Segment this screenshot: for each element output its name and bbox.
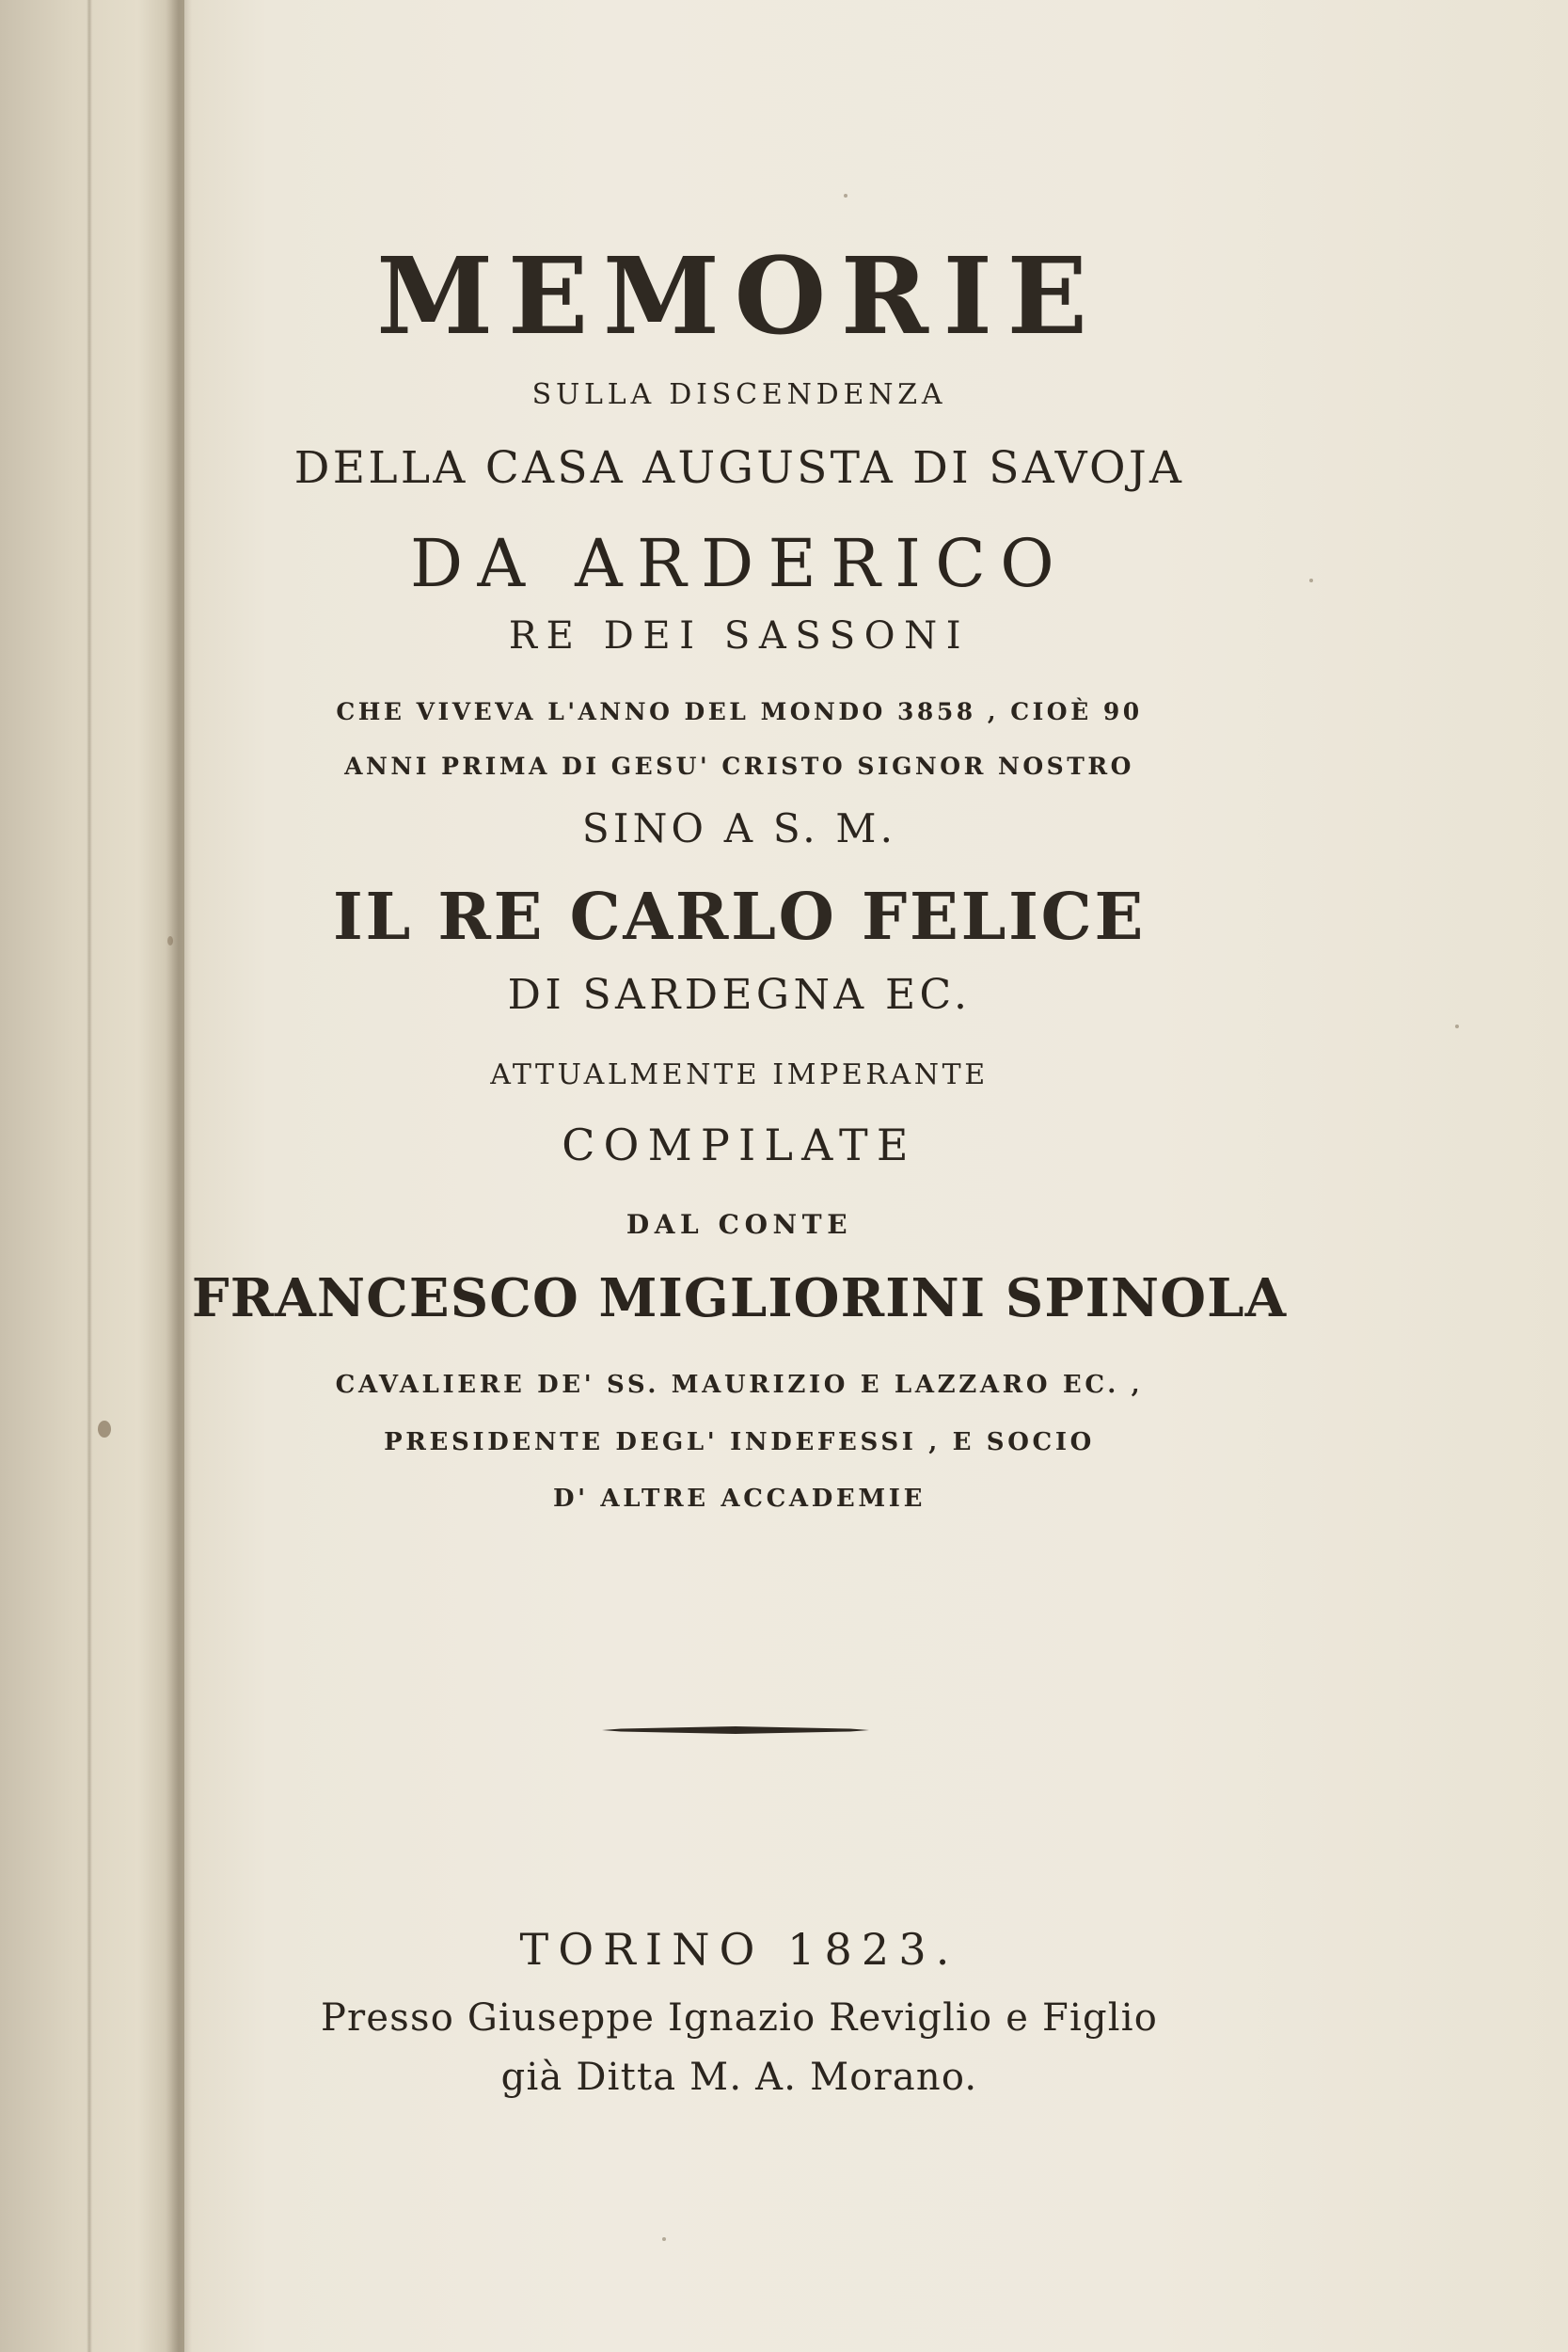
subject-title: RE DEI SASSONI bbox=[508, 614, 971, 658]
era-line-1: CHE VIVEVA L'ANNO DEL MONDO 3858 , CIOÈ 90 bbox=[336, 698, 1143, 725]
subject-name-arderico: DA ARDERICO bbox=[409, 525, 1069, 602]
ink-stain bbox=[98, 1421, 111, 1438]
king-realm: DI SARDEGNA EC. bbox=[507, 971, 972, 1019]
decorative-rule bbox=[602, 1724, 869, 1736]
subtitle-line-2: DELLA CASA AUGUSTA DI SAVOJA bbox=[293, 442, 1185, 494]
author-name: FRANCESCO MIGLIORINI SPINOLA bbox=[191, 1267, 1288, 1329]
book-title: MEMORIE bbox=[376, 235, 1102, 358]
king-status: ATTUALMENTE IMPERANTE bbox=[490, 1058, 989, 1091]
author-title-line-2: PRESIDENTE DEGL' INDEFESSI , E SOCIO bbox=[384, 1428, 1095, 1456]
imprint-former-firm: già Ditta M. A. Morano. bbox=[500, 2056, 978, 2099]
compiled-line: COMPILATE bbox=[562, 1120, 917, 1170]
author-title-line-1: CAVALIERE DE' SS. MAURIZIO E LAZZARO EC. , bbox=[335, 1371, 1144, 1399]
paper-speck bbox=[1455, 1025, 1459, 1028]
book-binding-gutter bbox=[0, 0, 184, 2352]
paper-speck bbox=[1309, 579, 1313, 582]
ink-stain bbox=[167, 936, 173, 946]
era-line-2: ANNI PRIMA DI GESU' CRISTO SIGNOR NOSTRO bbox=[344, 753, 1134, 780]
imprint-place-year: TORINO 1823. bbox=[519, 1924, 959, 1975]
to-prefix-line: SINO A S. M. bbox=[581, 805, 897, 851]
subtitle-line-1: SULLA DISCENDENZA bbox=[531, 378, 947, 411]
by-line: DAL CONTE bbox=[626, 1209, 853, 1240]
imprint-printer: Presso Giuseppe Ignazio Reviglio e Figlio bbox=[320, 1996, 1159, 2040]
paper-speck bbox=[662, 2237, 666, 2241]
king-name: IL RE CARLO FELICE bbox=[332, 880, 1147, 955]
paper-speck bbox=[844, 194, 847, 198]
author-title-line-3: D' ALTRE ACCADEMIE bbox=[552, 1485, 927, 1513]
binding-fold-line bbox=[87, 0, 92, 2352]
